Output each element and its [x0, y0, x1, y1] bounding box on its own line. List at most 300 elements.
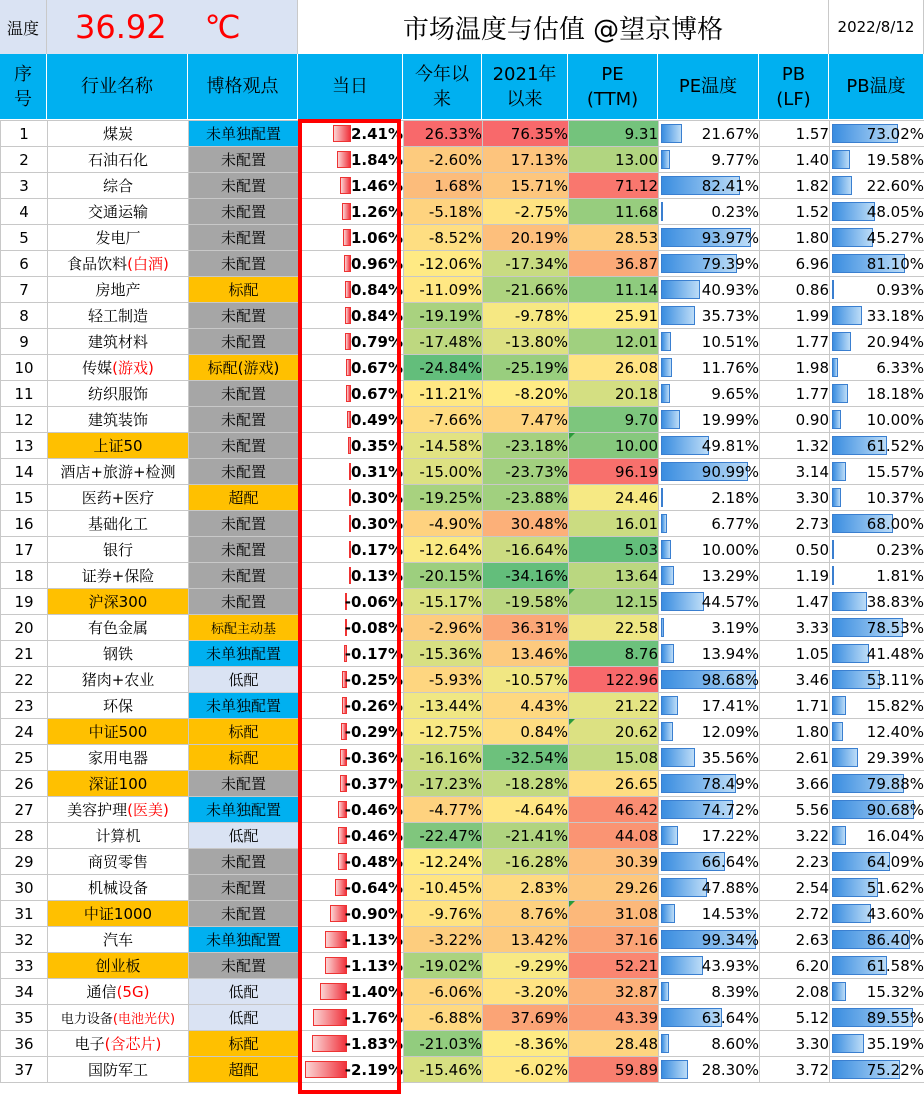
day-change-value: 0.67%	[350, 384, 403, 403]
day-change-value: -0.46%	[344, 800, 403, 819]
seq-cell: 15	[1, 485, 48, 511]
since2021-cell: -21.66%	[483, 277, 569, 303]
pb-temp-cell	[830, 667, 924, 693]
view-cell: 未配置	[189, 329, 299, 355]
view-cell: 未配置	[189, 251, 299, 277]
pb-temp-value: 10.00%	[866, 410, 924, 429]
pb-cell: 2.63	[760, 927, 830, 953]
pe-temp-value: 21.67%	[701, 124, 759, 143]
pe-temp-bar	[661, 358, 672, 377]
day-change-bar	[343, 229, 351, 246]
ytd-cell: -17.48%	[404, 329, 483, 355]
pe-temp-value: 43.93%	[701, 956, 759, 975]
ytd-cell: -19.02%	[404, 953, 483, 979]
industry-name: 石油石化	[87, 151, 148, 169]
pe-temp-bar	[661, 124, 682, 143]
day-change-value: 0.84%	[350, 306, 403, 325]
day-change-cell	[299, 563, 404, 589]
pe-temp-cell	[659, 1057, 760, 1083]
view-cell: 低配	[189, 1005, 299, 1031]
view-cell: 未配置	[189, 901, 299, 927]
pe-cell: 31.08	[569, 901, 659, 927]
day-change-bar	[333, 125, 351, 142]
pb-cell: 1.52	[760, 199, 830, 225]
pb-temp-bar	[832, 358, 838, 377]
pb-cell: 0.86	[760, 277, 830, 303]
pb-temp-cell	[830, 875, 924, 901]
pb-cell: 2.23	[760, 849, 830, 875]
day-change-value: -0.06%	[344, 592, 403, 611]
industry-name: 汽车	[102, 931, 133, 949]
pb-cell: 2.08	[760, 979, 830, 1005]
pe-temp-value: 66.64%	[701, 852, 759, 871]
pb-temp-value: 86.40%	[866, 930, 924, 949]
pe-temp-value: 19.99%	[701, 410, 759, 429]
view-cell: 未配置	[189, 225, 299, 251]
industry-name-highlight: (游戏)	[112, 359, 154, 377]
day-change-cell	[299, 173, 404, 199]
pb-temp-value: 89.55%	[866, 1008, 924, 1027]
header-seq: 序 号	[0, 54, 47, 120]
industry-name: 创业板	[95, 957, 141, 975]
table-row	[1, 979, 924, 1005]
pe-temp-value: 44.57%	[701, 592, 759, 611]
seq-cell: 27	[1, 797, 48, 823]
pb-temp-cell	[830, 589, 924, 615]
industry-name-cell	[48, 199, 189, 225]
day-change-value: -0.64%	[344, 878, 403, 897]
pe-cell: 26.08	[569, 355, 659, 381]
pb-temp-cell	[830, 147, 924, 173]
view-cell: 未单独配置	[189, 641, 299, 667]
ytd-cell: -5.18%	[404, 199, 483, 225]
pe-temp-value: 6.77%	[711, 514, 759, 533]
day-change-cell	[299, 797, 404, 823]
pe-temp-cell	[659, 615, 760, 641]
industry-name-cell	[48, 121, 189, 147]
pe-temp-cell	[659, 511, 760, 537]
pe-temp-value: 8.39%	[711, 982, 759, 1001]
pe-cell: 37.16	[569, 927, 659, 953]
pb-temp-value: 15.82%	[866, 696, 924, 715]
ytd-cell: -12.75%	[404, 719, 483, 745]
page-title: 市场温度与估值 @望京博格	[402, 14, 724, 45]
since2021-cell: 17.13%	[483, 147, 569, 173]
industry-name: 发电厂	[95, 229, 141, 247]
pb-temp-bar	[832, 306, 862, 325]
industry-name-cell	[48, 381, 189, 407]
seq-cell: 32	[1, 927, 48, 953]
seq-cell: 3	[1, 173, 48, 199]
temp-label: 温度	[6, 18, 39, 38]
day-change-bar	[344, 255, 351, 272]
day-change-cell	[299, 329, 404, 355]
day-change-cell	[299, 511, 404, 537]
pe-temp-value: 49.81%	[701, 436, 759, 455]
pe-temp-bar	[661, 722, 673, 741]
industry-name: 有色金属	[87, 619, 148, 637]
ytd-cell: -19.19%	[404, 303, 483, 329]
pb-temp-cell	[830, 823, 924, 849]
day-change-value: -0.17%	[344, 644, 403, 663]
table-row	[1, 719, 924, 745]
since2021-cell: -3.20%	[483, 979, 569, 1005]
pb-cell: 3.22	[760, 823, 830, 849]
ytd-cell: -24.84%	[404, 355, 483, 381]
seq-cell: 24	[1, 719, 48, 745]
pb-temp-value: 20.94%	[866, 332, 924, 351]
pb-temp-value: 78.53%	[866, 618, 924, 637]
industry-name-cell	[48, 953, 189, 979]
pb-temp-cell	[830, 797, 924, 823]
pb-temp-bar	[832, 566, 834, 585]
pe-temp-cell	[659, 459, 760, 485]
pe-temp-cell	[659, 667, 760, 693]
pb-temp-value: 12.40%	[866, 722, 924, 741]
pe-temp-bar	[661, 514, 667, 533]
ytd-cell: -11.21%	[404, 381, 483, 407]
header-name: 行业名称	[47, 54, 188, 120]
day-change-cell	[299, 927, 404, 953]
since2021-cell: 0.84%	[483, 719, 569, 745]
table-row	[1, 485, 924, 511]
pe-temp-value: 2.18%	[711, 488, 759, 507]
pe-cell: 22.58	[569, 615, 659, 641]
since2021-cell: -25.19%	[483, 355, 569, 381]
day-change-value: 0.84%	[350, 280, 403, 299]
industry-name-cell	[48, 901, 189, 927]
pe-temp-bar	[661, 1060, 688, 1079]
pe-cell: 32.87	[569, 979, 659, 1005]
industry-name: 沪深300	[88, 593, 148, 611]
day-change-bar	[320, 983, 347, 1000]
pe-temp-value: 13.94%	[701, 644, 759, 663]
pb-cell: 6.96	[760, 251, 830, 277]
pe-temp-bar	[661, 956, 703, 975]
industry-name-cell	[48, 355, 189, 381]
day-change-bar	[313, 1009, 347, 1026]
pb-temp-cell	[830, 537, 924, 563]
pb-temp-cell	[830, 1005, 924, 1031]
seq-cell: 17	[1, 537, 48, 563]
pe-cell: 46.42	[569, 797, 659, 823]
day-change-value: 1.06%	[350, 228, 403, 247]
pe-temp-value: 28.30%	[701, 1060, 759, 1079]
pb-temp-cell	[830, 251, 924, 277]
pe-temp-value: 10.00%	[701, 540, 759, 559]
table-row	[1, 1031, 924, 1057]
pe-temp-bar	[661, 904, 675, 923]
since2021-cell: -23.88%	[483, 485, 569, 511]
pe-cell: 11.68	[569, 199, 659, 225]
seq-cell: 34	[1, 979, 48, 1005]
industry-name: 环保	[102, 697, 133, 715]
industry-name-highlight: (5G)	[116, 983, 150, 1001]
ytd-cell: -13.44%	[404, 693, 483, 719]
ytd-cell: -7.66%	[404, 407, 483, 433]
day-change-value: 0.35%	[350, 436, 403, 455]
pe-temp-cell	[659, 901, 760, 927]
pe-temp-cell	[659, 537, 760, 563]
day-change-bar	[325, 931, 347, 948]
pe-cell: 15.08	[569, 745, 659, 771]
pe-temp-value: 9.77%	[711, 150, 759, 169]
ytd-cell: -12.64%	[404, 537, 483, 563]
seq-cell: 10	[1, 355, 48, 381]
pe-temp-bar	[661, 566, 674, 585]
industry-name: 基础化工	[87, 515, 148, 533]
day-change-value: 0.17%	[350, 540, 403, 559]
day-change-value: -0.08%	[344, 618, 403, 637]
view-cell: 未配置	[189, 771, 299, 797]
table-row	[1, 407, 924, 433]
pe-temp-bar	[661, 748, 695, 767]
pe-temp-bar	[661, 878, 707, 897]
pe-temp-cell	[659, 329, 760, 355]
pb-cell: 2.73	[760, 511, 830, 537]
pb-temp-bar	[832, 826, 846, 845]
pe-cell: 122.96	[569, 667, 659, 693]
view-cell: 未配置	[189, 589, 299, 615]
pb-temp-cell	[830, 355, 924, 381]
day-change-cell	[299, 147, 404, 173]
pe-temp-bar	[661, 696, 678, 715]
pe-cell: 11.14	[569, 277, 659, 303]
pb-temp-cell	[830, 225, 924, 251]
pb-temp-cell	[830, 1031, 924, 1057]
pb-cell: 1.77	[760, 329, 830, 355]
pe-temp-value: 63.64%	[701, 1008, 759, 1027]
pe-cell: 96.19	[569, 459, 659, 485]
industry-name: 电子	[74, 1035, 105, 1053]
pb-cell: 1.80	[760, 225, 830, 251]
since2021-cell: 37.69%	[483, 1005, 569, 1031]
pb-cell: 3.30	[760, 1031, 830, 1057]
pb-temp-value: 33.18%	[866, 306, 924, 325]
pb-temp-value: 35.19%	[866, 1034, 924, 1053]
seq-cell: 37	[1, 1057, 48, 1083]
ytd-cell: -15.46%	[404, 1057, 483, 1083]
pe-temp-value: 14.53%	[701, 904, 759, 923]
view-cell: 低配	[189, 667, 299, 693]
pe-cell: 10.00	[569, 433, 659, 459]
seq-cell: 6	[1, 251, 48, 277]
day-change-cell	[299, 693, 404, 719]
table-row	[1, 615, 924, 641]
day-change-cell	[299, 667, 404, 693]
ytd-cell: -15.36%	[404, 641, 483, 667]
pe-temp-bar	[661, 306, 695, 325]
pe-cell: 24.46	[569, 485, 659, 511]
pe-temp-cell	[659, 563, 760, 589]
pb-temp-value: 22.60%	[866, 176, 924, 195]
day-change-cell	[299, 407, 404, 433]
view-cell: 低配	[189, 823, 299, 849]
since2021-cell: 15.71%	[483, 173, 569, 199]
industry-name-cell	[48, 1005, 189, 1031]
pe-temp-cell	[659, 1031, 760, 1057]
pb-cell: 3.46	[760, 667, 830, 693]
pb-temp-value: 15.32%	[866, 982, 924, 1001]
industry-name: 食品饮料	[67, 255, 128, 273]
pe-cell: 12.01	[569, 329, 659, 355]
pb-temp-value: 41.48%	[866, 644, 924, 663]
day-change-value: 0.13%	[350, 566, 403, 585]
pb-temp-cell	[830, 199, 924, 225]
pe-temp-value: 35.73%	[701, 306, 759, 325]
pe-cell: 52.21	[569, 953, 659, 979]
industry-name-cell	[48, 277, 189, 303]
pe-temp-bar	[661, 150, 670, 169]
pe-temp-bar	[661, 332, 671, 351]
since2021-cell: -23.18%	[483, 433, 569, 459]
pe-temp-bar	[661, 202, 663, 221]
pe-cell: 13.00	[569, 147, 659, 173]
day-change-value: 1.46%	[350, 176, 403, 195]
industry-name-cell	[48, 849, 189, 875]
since2021-cell: -13.80%	[483, 329, 569, 355]
pe-cell: 20.62	[569, 719, 659, 745]
pb-cell: 2.61	[760, 745, 830, 771]
table-row	[1, 329, 924, 355]
pb-cell: 5.12	[760, 1005, 830, 1031]
pb-temp-bar	[832, 176, 852, 195]
pb-cell: 3.72	[760, 1057, 830, 1083]
since2021-cell: -23.73%	[483, 459, 569, 485]
industry-name: 建筑材料	[87, 333, 148, 351]
pe-temp-value: 8.60%	[711, 1034, 759, 1053]
day-change-value: 0.30%	[350, 488, 403, 507]
industry-name-cell	[48, 589, 189, 615]
pb-temp-value: 18.18%	[866, 384, 924, 403]
ytd-cell: -16.16%	[404, 745, 483, 771]
pb-temp-cell	[830, 771, 924, 797]
header-pe: PE (TTM)	[568, 54, 658, 120]
table-row	[1, 225, 924, 251]
day-change-value: -0.90%	[344, 904, 403, 923]
since2021-cell: 76.35%	[483, 121, 569, 147]
day-change-cell	[299, 823, 404, 849]
pe-temp-cell	[659, 277, 760, 303]
view-cell: 未配置	[189, 953, 299, 979]
pb-temp-value: 16.04%	[866, 826, 924, 845]
pb-temp-value: 43.60%	[866, 904, 924, 923]
pb-temp-cell	[830, 433, 924, 459]
industry-name: 房地产	[95, 281, 141, 299]
since2021-cell: -6.02%	[483, 1057, 569, 1083]
pb-temp-bar	[832, 410, 841, 429]
industry-name: 美容护理	[67, 801, 128, 819]
pb-temp-cell	[830, 563, 924, 589]
industry-name-cell	[48, 771, 189, 797]
header-pe-temp: PE温度	[658, 54, 759, 120]
pe-cell: 21.22	[569, 693, 659, 719]
pe-cell: 36.87	[569, 251, 659, 277]
pe-cell: 71.12	[569, 173, 659, 199]
day-change-value: -0.48%	[344, 852, 403, 871]
since2021-cell: -9.78%	[483, 303, 569, 329]
pb-cell: 1.71	[760, 693, 830, 719]
table-row	[1, 1005, 924, 1031]
industry-name: 轻工制造	[87, 307, 148, 325]
pb-temp-bar	[832, 592, 867, 611]
day-change-value: -2.19%	[344, 1060, 403, 1079]
industry-name-cell	[48, 719, 189, 745]
seq-cell: 5	[1, 225, 48, 251]
industry-name-cell	[48, 329, 189, 355]
pb-temp-bar	[832, 462, 846, 481]
day-change-value: -1.83%	[344, 1034, 403, 1053]
pe-temp-value: 78.49%	[701, 774, 759, 793]
pe-cell: 28.48	[569, 1031, 659, 1057]
pb-temp-value: 90.68%	[866, 800, 924, 819]
industry-name-cell	[48, 511, 189, 537]
pe-temp-bar	[661, 644, 674, 663]
view-cell: 未配置	[189, 537, 299, 563]
day-change-value: -0.36%	[344, 748, 403, 767]
day-change-value: 0.31%	[350, 462, 403, 481]
seq-cell: 21	[1, 641, 48, 667]
seq-cell: 31	[1, 901, 48, 927]
pe-temp-cell	[659, 797, 760, 823]
industry-name-cell	[48, 875, 189, 901]
view-cell: 未配置	[189, 563, 299, 589]
ytd-cell: -6.88%	[404, 1005, 483, 1031]
day-change-value: 0.67%	[350, 358, 403, 377]
industry-name: 计算机	[95, 827, 141, 845]
industry-name: 电力设备	[60, 1012, 113, 1027]
pe-temp-cell	[659, 875, 760, 901]
view-cell: 超配	[189, 1057, 299, 1083]
pe-temp-bar	[661, 826, 678, 845]
day-change-value: -0.25%	[344, 670, 403, 689]
view-cell: 未配置	[189, 875, 299, 901]
pe-temp-cell	[659, 927, 760, 953]
pe-temp-cell	[659, 433, 760, 459]
view-cell: 未配置	[189, 173, 299, 199]
ytd-cell: -15.00%	[404, 459, 483, 485]
table-row	[1, 511, 924, 537]
pe-cell: 44.08	[569, 823, 659, 849]
pe-cell: 8.76	[569, 641, 659, 667]
ytd-cell: 26.33%	[404, 121, 483, 147]
industry-name-highlight: (含芯片)	[104, 1035, 162, 1053]
industry-name-cell	[48, 1057, 189, 1083]
view-cell: 未配置	[189, 459, 299, 485]
industry-name: 酒店+旅游+检测	[60, 463, 176, 481]
day-change-cell	[299, 225, 404, 251]
pb-temp-bar	[832, 332, 851, 351]
day-change-cell	[299, 1031, 404, 1057]
since2021-cell: -2.75%	[483, 199, 569, 225]
view-cell: 未单独配置	[189, 797, 299, 823]
day-change-cell	[299, 1057, 404, 1083]
table-row	[1, 433, 924, 459]
day-change-cell	[299, 745, 404, 771]
since2021-cell: -21.41%	[483, 823, 569, 849]
ytd-cell: -19.25%	[404, 485, 483, 511]
day-change-cell	[299, 459, 404, 485]
since2021-cell: 36.31%	[483, 615, 569, 641]
industry-name: 中证500	[88, 723, 148, 741]
table-row	[1, 121, 924, 147]
day-change-cell	[299, 485, 404, 511]
pb-temp-value: 68.00%	[866, 514, 924, 533]
pb-temp-value: 53.11%	[866, 670, 924, 689]
pe-temp-cell	[659, 251, 760, 277]
pe-temp-cell	[659, 849, 760, 875]
day-change-cell	[299, 615, 404, 641]
